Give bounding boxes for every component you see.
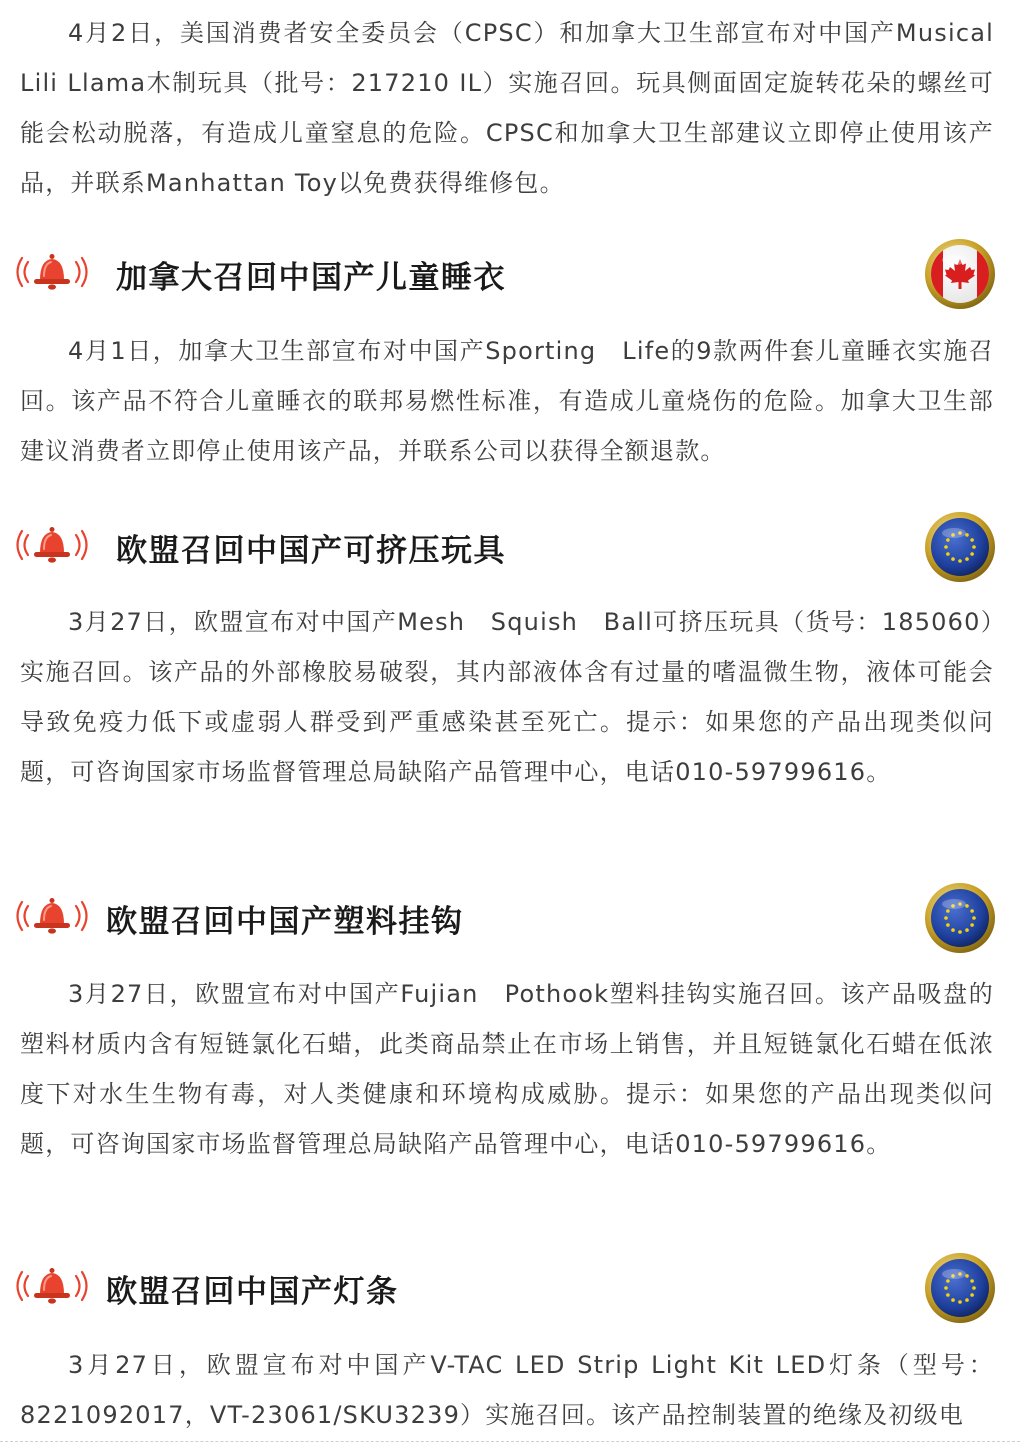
section-paragraph: 3月27日，欧盟宣布对中国产V-TAC LED Strip Light Kit LED灯条（型号：8221092017，VT-23061/SKU3239）实施召回。该产品控制装置的绝缘及初级电	[20, 1351, 994, 1429]
eu-flag-icon	[924, 1252, 996, 1324]
eu-flag-icon	[924, 882, 996, 954]
eu-flag-icon	[924, 511, 996, 583]
canada-flag-icon	[924, 238, 996, 310]
section-paragraph: 3月27日，欧盟宣布对中国产Fujian Pothook塑料挂钩实施召回。该产品吸盘的塑料材质内含有短链氯化石蜡，此类商品禁止在市场上销售，并且短链氯化石蜡在低浓度下对水生生物有毒，对人类健康和环境构成威胁。提示：如果您的产品出现类似问题，可咨询国家市场监督管理总局缺陷产品管理中心，电话010-59799616。	[20, 980, 994, 1158]
section-paragraph: 4月1日，加拿大卫生部宣布对中国产Sporting Life的9款两件套儿童睡衣实施召回。该产品不符合儿童睡衣的联邦易燃性标准，有造成儿童烧伤的危险。加拿大卫生部建议消费者立即停止使用该产品，并联系公司以获得全额退款。	[20, 337, 994, 465]
section-paragraph: 3月27日，欧盟宣布对中国产Mesh Squish Ball可挤压玩具（货号：185060）实施召回。该产品的外部橡胶易破裂，其内部液体含有过量的嗜温微生物，液体可能会导致免疫力低下或虚弱人群受到严重感染甚至死亡。提示：如果您的产品出现类似问题，可咨询国家市场监督管理总局缺陷产品管理中心，电话010-59799616。	[20, 608, 994, 786]
section-title: 欧盟召回中国产可挤压玩具	[116, 533, 506, 569]
section-heading-row	[16, 1252, 996, 1324]
section-heading-row	[16, 511, 996, 583]
alarm-bell-icon	[16, 525, 88, 565]
intro-paragraph: 4月2日，美国消费者安全委员会（CPSC）和加拿大卫生部宣布对中国产Musical Lili Llama木制玩具（批号：217210 IL）实施召回。玩具侧面固定旋转花朵的螺丝可能会松动脱落，有造成儿童窒息的危险。CPSC和加拿大卫生部建议立即停止使用该产品，并联系Manhattan Toy以免费获得维修包。	[20, 19, 994, 197]
section-heading-row	[16, 882, 996, 954]
section-title: 欧盟召回中国产灯条	[106, 1274, 399, 1310]
bottom-divider	[0, 1441, 1020, 1442]
section-title: 加拿大召回中国产儿童睡衣	[116, 260, 506, 296]
alarm-bell-icon	[16, 252, 88, 292]
section-heading-row	[16, 238, 996, 310]
alarm-bell-icon	[16, 896, 88, 936]
section-title: 欧盟召回中国产塑料挂钩	[106, 904, 464, 940]
alarm-bell-icon	[16, 1266, 88, 1306]
